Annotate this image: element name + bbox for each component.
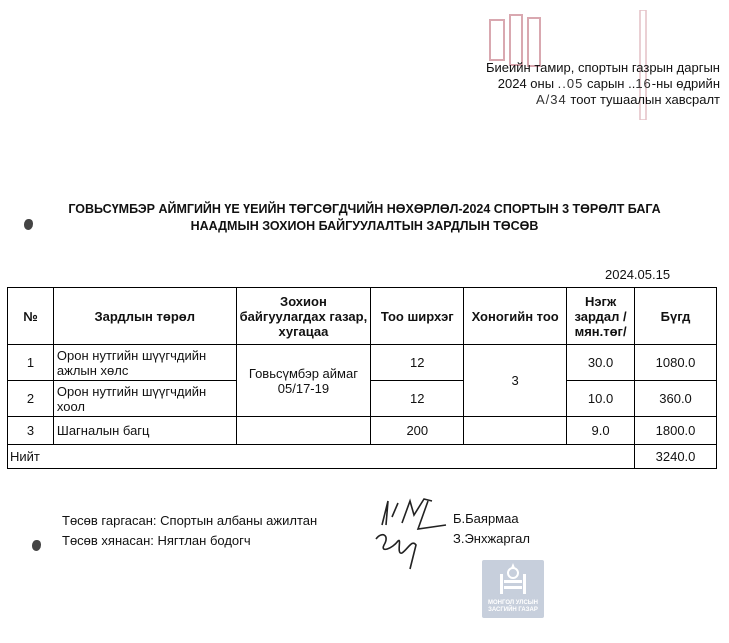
document-title: [0, 201, 729, 235]
approval-line-3: А/34 тоот тушаалын хавсралт: [536, 92, 720, 107]
row-num: 1: [8, 345, 54, 381]
row-total: 360.0: [635, 381, 717, 417]
reviewed-by-label: Төсөв хянасан: Нягтлан бодогч: [62, 533, 251, 548]
header-num: №: [8, 288, 54, 345]
approval-day: 16: [635, 76, 652, 91]
header-venue: Зохион байгуулагдах газар, хугацаа: [236, 288, 371, 345]
header-total: Бүгд: [635, 288, 717, 345]
handwritten-signatures: [362, 495, 452, 575]
empty-cell: [464, 417, 567, 445]
scan-speck: [32, 540, 41, 551]
header-unit-cost: Нэгж зардал /мян.төг/: [567, 288, 635, 345]
table-header-row: [8, 288, 717, 345]
title-line-1: ГОВЬСҮМБЭР АЙМГИЙН ҮЕ ҮЕИЙН ТӨГСӨГДЧИЙН НӨХӨРЛӨЛ-2024 СПОРТЫН 3 ТӨРӨЛТ БАГА: [68, 202, 661, 216]
prepared-by-label: Төсөв гаргасан: Спортын албаны ажилтан: [62, 513, 318, 528]
header-type: Зардлын төрөл: [53, 288, 236, 345]
prepared-by-name: Б.Баярмаа: [453, 511, 519, 526]
row-qty: 12: [371, 345, 464, 381]
signers-block: [62, 511, 317, 551]
venue-cell: Говьсүмбэр аймаг 05/17-19: [236, 345, 371, 417]
budget-table: [7, 287, 717, 469]
approval-line-1: Биеийн тамир, спортын газрын даргын: [485, 60, 720, 75]
approval-note: [440, 60, 720, 108]
row-unit-cost: 9.0: [567, 417, 635, 445]
header-qty: Тоо ширхэг: [371, 288, 464, 345]
row-total: 1800.0: [635, 417, 717, 445]
reviewed-by-name: З.Энхжаргал: [453, 531, 530, 546]
signer-names: [453, 509, 530, 549]
row-unit-cost: 30.0: [567, 345, 635, 381]
title-line-2: НААДМЫН ЗОХИОН БАЙГУУЛАЛТЫН ЗАРДЛЫН ТӨСӨВ: [190, 219, 539, 233]
days-cell: 3: [464, 345, 567, 417]
footer-label: Нийт: [8, 445, 635, 469]
row-type: Орон нутгийн шүүгчдийн хоол: [53, 381, 236, 417]
table-row: [8, 345, 717, 381]
approval-line-2: 2024 оны ..05 сарын ..16-ны өдрийн: [497, 76, 720, 91]
row-type: Шагналын багц: [53, 417, 236, 445]
table-row: [8, 417, 717, 445]
row-num: 2: [8, 381, 54, 417]
row-qty: 12: [371, 381, 464, 417]
row-total: 1080.0: [635, 345, 717, 381]
seal-caption: МОНГОЛ УЛСЫН ЗАСГИЙН ГАЗАР: [488, 600, 538, 613]
empty-cell: [236, 417, 371, 445]
approval-order-number: А/34: [536, 92, 567, 107]
row-num: 3: [8, 417, 54, 445]
header-days: Хоногийн тоо: [464, 288, 567, 345]
approval-month: ..05: [557, 76, 584, 91]
soyombo-icon: [482, 560, 544, 600]
government-seal-logo: [482, 560, 544, 618]
footer-total: 3240.0: [635, 445, 717, 469]
row-qty: 200: [371, 417, 464, 445]
document-date: 2024.05.15: [605, 267, 671, 282]
table-footer-row: [8, 445, 717, 469]
row-type: Орон нутгийн шүүгчдийн ажлын хөлс: [53, 345, 236, 381]
row-unit-cost: 10.0: [567, 381, 635, 417]
